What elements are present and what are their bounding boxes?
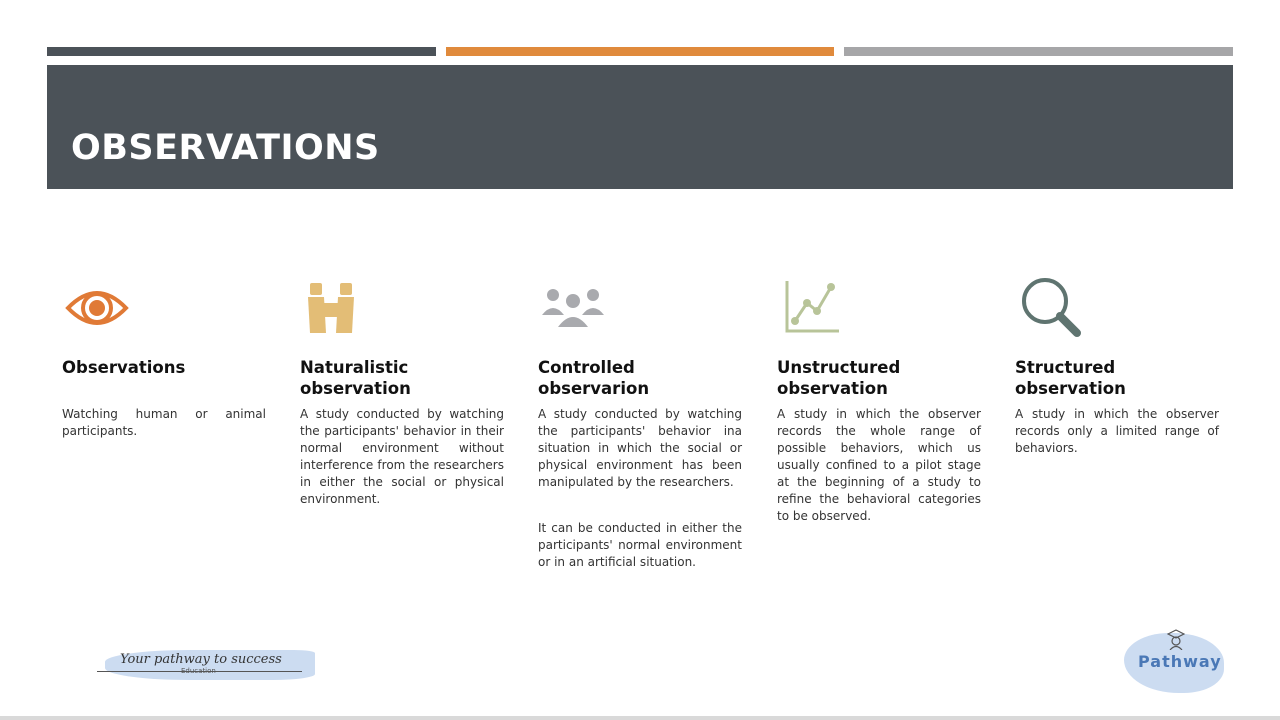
bottom-edge: [0, 716, 1280, 720]
column-title: Observations: [62, 358, 186, 377]
tagline-text: Your pathway to success: [120, 652, 282, 667]
magnifier-icon: [1015, 275, 1219, 343]
eye-icon: [62, 275, 266, 343]
column-title: Unstructured observation: [777, 358, 901, 398]
column-description: A study in which the observer records only a limited range of behaviors.: [1015, 407, 1219, 455]
footer-tagline-brand: [65, 640, 315, 685]
column-naturalistic: [300, 275, 504, 506]
top-accent-bar-gray: [844, 47, 1233, 56]
column-description: Watching human or animal participants.: [62, 407, 266, 438]
group-people-icon: [538, 275, 742, 343]
column-observations: [62, 275, 266, 438]
slide-title: OBSERVATIONS: [71, 128, 380, 168]
column-description: A study conducted by watching the participants' behavior ina situation in which the social or physical environment has been manipulated by the researchers.: [538, 407, 742, 489]
logo-wordmark: Pathway: [1138, 652, 1222, 671]
column-controlled: [538, 275, 742, 569]
top-accent-bar-dark: [47, 47, 436, 56]
column-title: Structured observation: [1015, 358, 1126, 398]
pathway-logo: [1118, 625, 1228, 695]
column-title: Controlled observarion: [538, 358, 650, 398]
column-description-extra: It can be conducted in either the participants' normal environment or in an artificial situation.: [538, 521, 742, 569]
column-description: A study conducted by watching the participants' behavior in their normal environment without interference from the researchers in either the social or physical environment.: [300, 407, 504, 506]
tagline-subtext: Education: [181, 667, 216, 675]
line-chart-icon: [777, 275, 981, 343]
top-accent-bar-orange: [446, 47, 834, 56]
column-unstructured: [777, 275, 981, 523]
column-title: Naturalistic observation: [300, 358, 411, 398]
title-banner: [47, 65, 1233, 189]
column-structured: [1015, 275, 1219, 455]
binoculars-icon: [300, 275, 504, 343]
graduate-icon: [1167, 628, 1185, 655]
column-description: A study in which the observer records the whole range of possible behaviors, which us usually confined to a pilot stage at the beginning of a study to refine the behavioral categories to be observed.: [777, 407, 981, 523]
